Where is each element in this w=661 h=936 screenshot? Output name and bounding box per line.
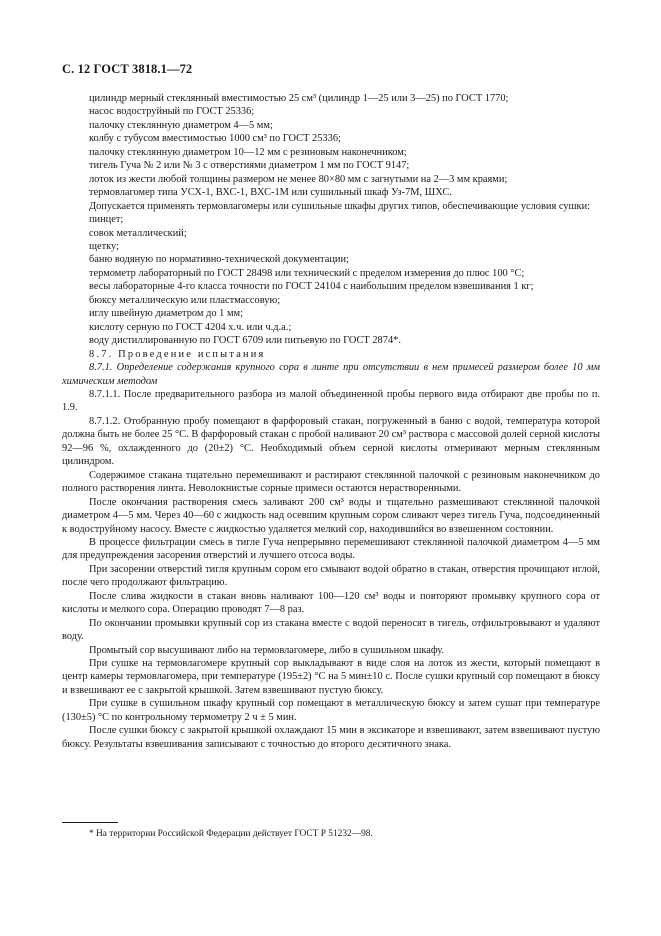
footnote: * На территории Российской Федерации действует ГОСТ Р 51232—98. — [89, 829, 373, 839]
list-item: бюксу металлическую или пластмассовую; — [89, 294, 281, 306]
paragraph: После слива жидкости в стакан вновь наливают 100—120 см³ воды и повторяют промывку крупного сора от кислоты и мелкого сора. Операцию проводят 7—8 раз. — [62, 590, 600, 616]
section-heading: 8.7. Проведение испытания — [89, 348, 266, 360]
list-item: кислоту серную по ГОСТ 4204 х.ч. или ч.д.а.; — [89, 321, 292, 333]
list-item: тигель Гуча № 2 или № 3 с отверстиями диаметром 1 мм по ГОСТ 9147; — [89, 160, 410, 172]
list-item: совок металлический; — [89, 227, 187, 239]
list-item: колбу с тубусом вместимостью 1000 см³ по ГОСТ 25336; — [89, 133, 341, 145]
paragraph: 8.7.1.2. Отобранную пробу помещают в фарфоровый стакан, погруженный в баню с водой, температура которой должна быть не более 25 °С. В фарфоровый стакан с пробой наливают 20 см³ раствора с массовой долей серной кислоты 92—96 %, охлажденного до (20±2) °С. Необходимый объем серной кислоты отмеривают мерным стеклянным цилиндром. — [62, 415, 600, 468]
list-item: иглу швейную диаметром до 1 мм; — [89, 308, 243, 320]
footnote-divider — [62, 822, 118, 823]
list-item: термовлагомер типа УСХ-1, ВХС-1, ВХС-1М или сушильный шкаф Уз-7М, ШХС. — [89, 187, 452, 199]
list-item: баню водяную по нормативно-технической документации; — [89, 254, 349, 266]
paragraph: Промытый сор высушивают либо на термовлагомере, либо в сушильном шкафу. — [89, 644, 445, 656]
paragraph: Допускается применять термовлагомеры или сушильные шкафы других типов, обеспечивающие условия сушки: — [89, 200, 591, 212]
list-item: насос водоструйный по ГОСТ 25336; — [89, 106, 255, 118]
paragraph: После сушки бюксу с закрытой крышкой охлаждают 15 мин в эксикаторе и взвешивают, затем взвешивают пустую бюксу. Результаты взвешивания записывают с точностью до второго десятичного знака. — [62, 725, 600, 750]
list-item: пинцет; — [89, 214, 124, 226]
list-item: щетку; — [89, 240, 119, 252]
list-item: цилиндр мерный стеклянный вместимостью 25 см³ (цилиндр 1—25 или 3—25) по ГОСТ 1770; — [89, 93, 509, 104]
list-item: воду дистиллированную по ГОСТ 6709 или питьевую по ГОСТ 2874*. — [89, 335, 401, 347]
paragraph: При сушке в сушильном шкафу крупный сор помещают в металлическую бюксу и затем сушат при температуре (130±5) °С по контрольному термометру 2 ч ± 5 мин. — [62, 698, 600, 723]
list-item: лоток из жести любой толщины размером не менее 80×80 мм с загнутыми на 2—3 мм краями; — [89, 173, 508, 185]
list-item: весы лабораторные 4-го класса точности по ГОСТ 24104 с наибольшим пределом взвешивания 1 кг; — [89, 281, 534, 293]
paragraph: При сушке на термовлагомере крупный сор выкладывают в виде слоя на лоток из жести, который помещают в центр камеры термовлагомера, при температуре (195±2) °С на 5 мин±10 с. После сушки крупный сор помещают в бюксу и взвешивают ее с закрытой крышкой. Затем взвешивают пустую бюксу. — [62, 658, 600, 696]
list-item: термометр лабораторный по ГОСТ 28498 или технический с пределом измерения до плюс 100 °С; — [89, 267, 525, 279]
paragraph: В процессе фильтрации смесь в тигле Гуча непрерывно перемешивают стеклянной палочкой диаметром 4—5 мм для предупреждения засорения отверстий и лучшего отсоса воды. — [62, 536, 600, 562]
list-item: палочку стеклянную диаметром 10—12 мм с резиновым наконечником; — [89, 146, 407, 158]
document-body — [62, 92, 600, 751]
paragraph: По окончании промывки крупный сор из стакана вместе с водой переносят в тигель, отфильтровывают и удаляют воду. — [62, 617, 600, 643]
paragraph: 8.7.1.1. После предварительного разбора из малой объединенной пробы первого вида отбирают две пробы по п. 1.9. — [62, 388, 600, 414]
subsection-heading: 8.7.1. Определение содержания крупного сора в линте при отсутствии в нем примесей размером более 10 мм химическим методом — [62, 362, 600, 387]
paragraph: При засорении отверстий тигля крупным сором его смывают водой обратно в стакан, отверстия прочищают иглой, после чего продолжают фильтрацию. — [62, 563, 600, 589]
page-header: С. 12 ГОСТ 3818.1—72 — [62, 62, 193, 76]
list-item: палочку стеклянную диаметром 4—5 мм; — [89, 119, 273, 131]
paragraph: После окончания растворения смесь заливают 200 см³ воды и тщательно размешивают стеклянной палочкой диаметром 4—5 мм. Через 40—60 с жидкость над осевшим крупным сором сливают через тигель Гуча, подсоединенный к водоструйному насосу. Вместе с жидкостью удаляется мелкий сор, находившийся во взвешенном состоянии. — [62, 496, 600, 535]
paragraph: Содержимое стакана тщательно перемешивают и растирают стеклянной палочкой с резиновым наконечником до полного растворения линта. Неволокнистые сорные примеси остаются нерастворенными. — [62, 469, 600, 495]
